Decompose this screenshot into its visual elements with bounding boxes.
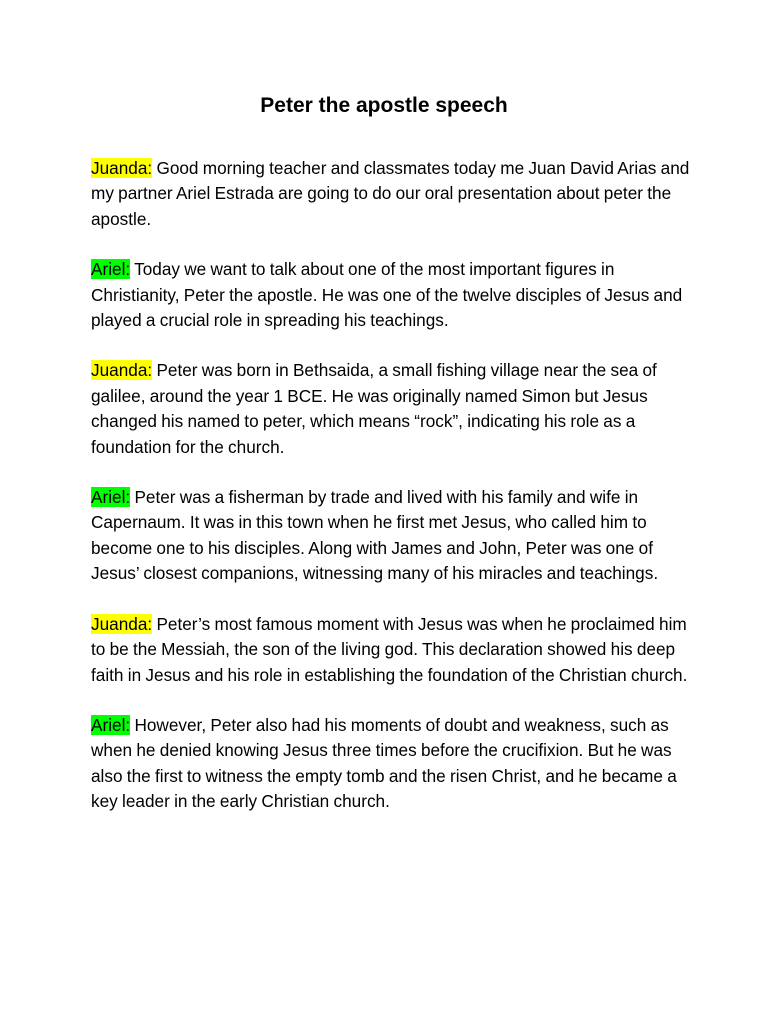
speaker-label-juanda: Juanda: (91, 158, 153, 178)
page-title: Peter the apostle speech (260, 94, 508, 117)
paragraph-text: Peter’s most famous moment with Jesus was when he proclaimed him to be the Messiah, the son of the living god. This declaration showed his deep faith in Jesus and his role in establishing the foundation of the Christian church. (91, 613, 688, 685)
speech-body (91, 156, 691, 840)
paragraph-1 (91, 156, 691, 232)
speaker-label-juanda: Juanda: (91, 613, 153, 634)
paragraph-4 (91, 485, 691, 587)
paragraph-2 (91, 257, 691, 333)
paragraph-text: Good morning teacher and classmates today me Juan David Arias and my partner Ariel Estrada are going to do our oral presentation about peter the apostle. (91, 158, 690, 229)
speaker-label-ariel: Ariel: (91, 487, 131, 508)
paragraph-6 (91, 713, 691, 815)
speaker-label-ariel: Ariel: (91, 259, 131, 280)
paragraph-5 (91, 612, 691, 688)
paragraph-text: Peter was born in Bethsaida, a small fishing village near the sea of galilee, around the year 1 BCE. He was originally named Simon but Jesus changed his named to peter, which means “rock”, indicating his role as a foundation for the church. (91, 360, 657, 457)
paragraph-3 (91, 358, 691, 460)
speaker-label-juanda: Juanda: (91, 360, 153, 381)
paragraph-text: However, Peter also had his moments of doubt and weakness, such as when he denied knowing Jesus three times before the crucifixion. But he was also the first to witness the empty tomb and the risen Christ, and he became a key leader in the early Christian church. (91, 714, 677, 812)
speaker-label-ariel: Ariel: (91, 714, 131, 735)
paragraph-text: Today we want to talk about one of the most important figures in Christianity, Peter the apostle. He was one of the twelve disciples of Jesus and played a crucial role in spreading his teachings. (91, 259, 683, 331)
paragraph-text: Peter was a fisherman by trade and lived with his family and wife in Capernaum. It was in this town when he first met Jesus, who called him to become one to his disciples. Along with James and John, Peter was one of Jesus’ closest companions, witnessing many of his miracles and teachings. (91, 487, 659, 584)
